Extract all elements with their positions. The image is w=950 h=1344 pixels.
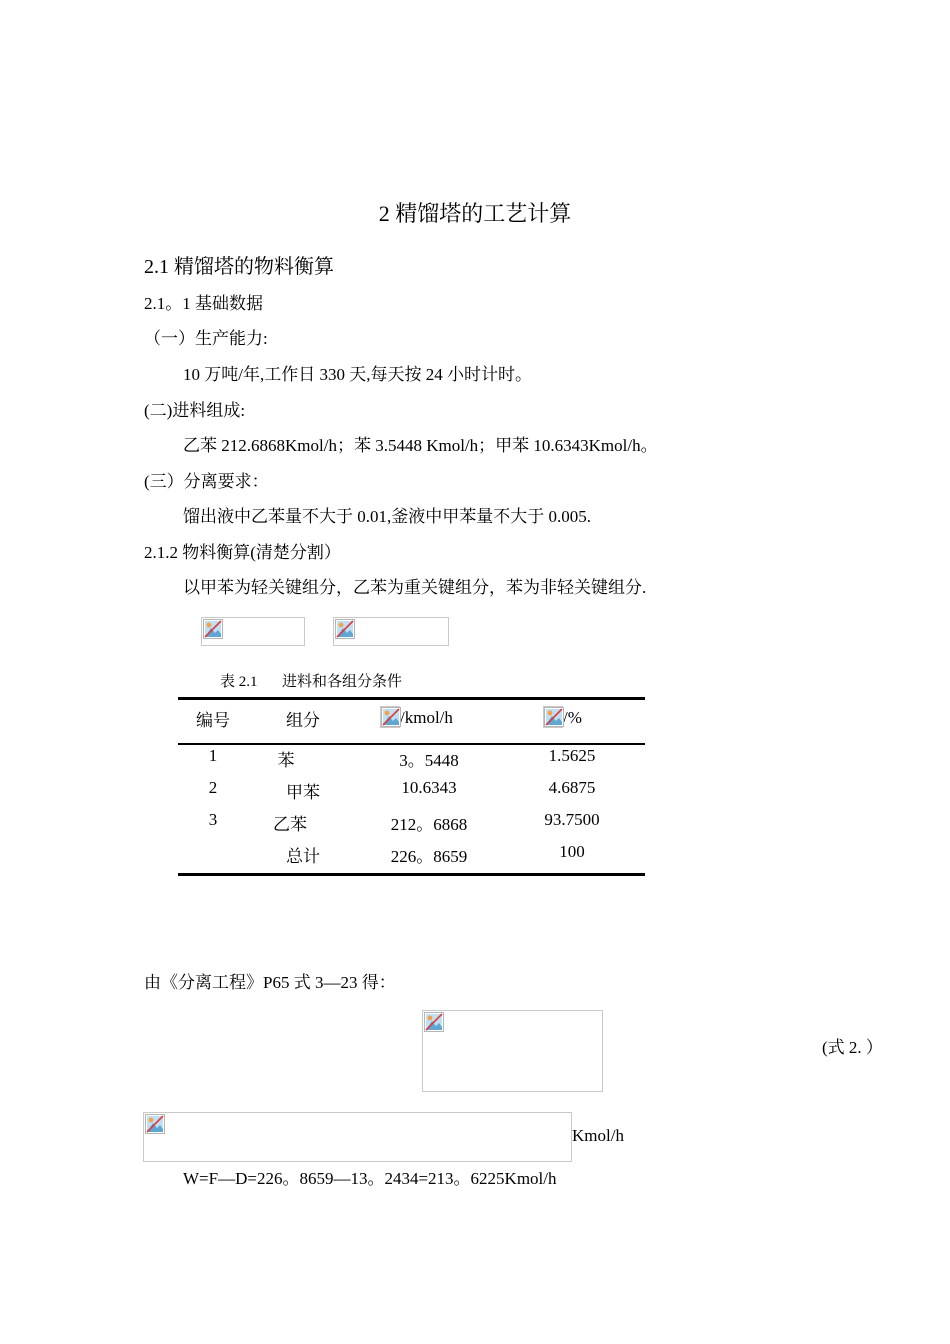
formula-image-1 [201,617,305,646]
table-cell: 1 [208,746,218,765]
table-cell: 212。6868 [390,815,468,834]
key-components-text: 以甲苯为轻关键组分，乙苯为重关键组分，苯为非轻关键组分. [183,578,647,597]
subsection-basic-data: 2.1。1 基础数据 [144,294,263,313]
item-separation-text: 馏出液中乙苯量不大于 0.01,釜液中甲苯量不大于 0.005. [183,507,591,526]
table-header-flow [380,706,480,728]
equation-label: (式 2. ） [822,1038,883,1057]
formula-image-2 [333,617,449,646]
table-header-percent-unit: /% [563,708,582,727]
table-header-component: 组分 [286,711,320,730]
equation-image [422,1010,603,1092]
table-cell: 93.7500 [544,810,600,829]
broken-image-icon [543,706,563,728]
broken-image-icon [424,1012,444,1032]
bottoms-equation: W=F—D=226。8659—13。2434=213。6225Kmol/h [183,1169,557,1188]
table-cell: 4.6875 [548,778,596,797]
table-caption-title: 进料和各组分条件 [282,674,403,690]
item-separation-label: (三）分离要求： [144,472,269,491]
table-cell: 3 [208,810,218,829]
table-cell: 10.6343 [401,778,457,797]
item-capacity-label: （一）生产能力: [144,329,268,348]
broken-image-icon [203,619,223,639]
table-caption-number: 表 2.1 [220,674,258,690]
distillate-unit: Kmol/h [572,1126,624,1145]
table-cell: 苯 [277,751,295,770]
broken-image-icon [145,1114,165,1134]
distillate-equation-image [143,1112,572,1162]
table-cell: 乙苯 [273,815,307,834]
broken-image-icon [380,706,400,728]
broken-image-icon [335,619,355,639]
table-cell: 3。5448 [399,751,459,770]
table-header-number: 编号 [196,711,230,730]
table-header-rule [178,743,645,745]
chapter-title: 2 精馏塔的工艺计算 [378,201,572,226]
reference-text: 由《分离工程》P65 式 3—23 得： [144,973,396,992]
table-cell: 2 [208,778,218,797]
table-cell: 甲苯 [286,783,320,802]
table-cell: 100 [559,842,585,861]
table-cell: 226。8659 [390,847,468,866]
subsection-material-balance: 2.1.2 物料衡算(清楚分割） [144,543,341,562]
table-header-flow-unit: /kmol/h [400,708,453,727]
item-feed-text: 乙苯 212.6868Kmol/h；苯 3.5448 Kmol/h；甲苯 10.6343Kmol/h。 [183,436,658,455]
table-top-rule [178,697,645,700]
section-title: 2.1 精馏塔的物料衡算 [144,256,334,278]
item-capacity-text: 10 万吨/年,工作日 330 天,每天按 24 小时计时。 [183,365,532,384]
table-bottom-rule [178,873,645,876]
table-cell: 1.5625 [548,746,596,765]
table-header-percent [543,706,613,728]
table-cell: 总计 [286,847,320,866]
item-feed-label: (二)进料组成: [144,401,246,420]
